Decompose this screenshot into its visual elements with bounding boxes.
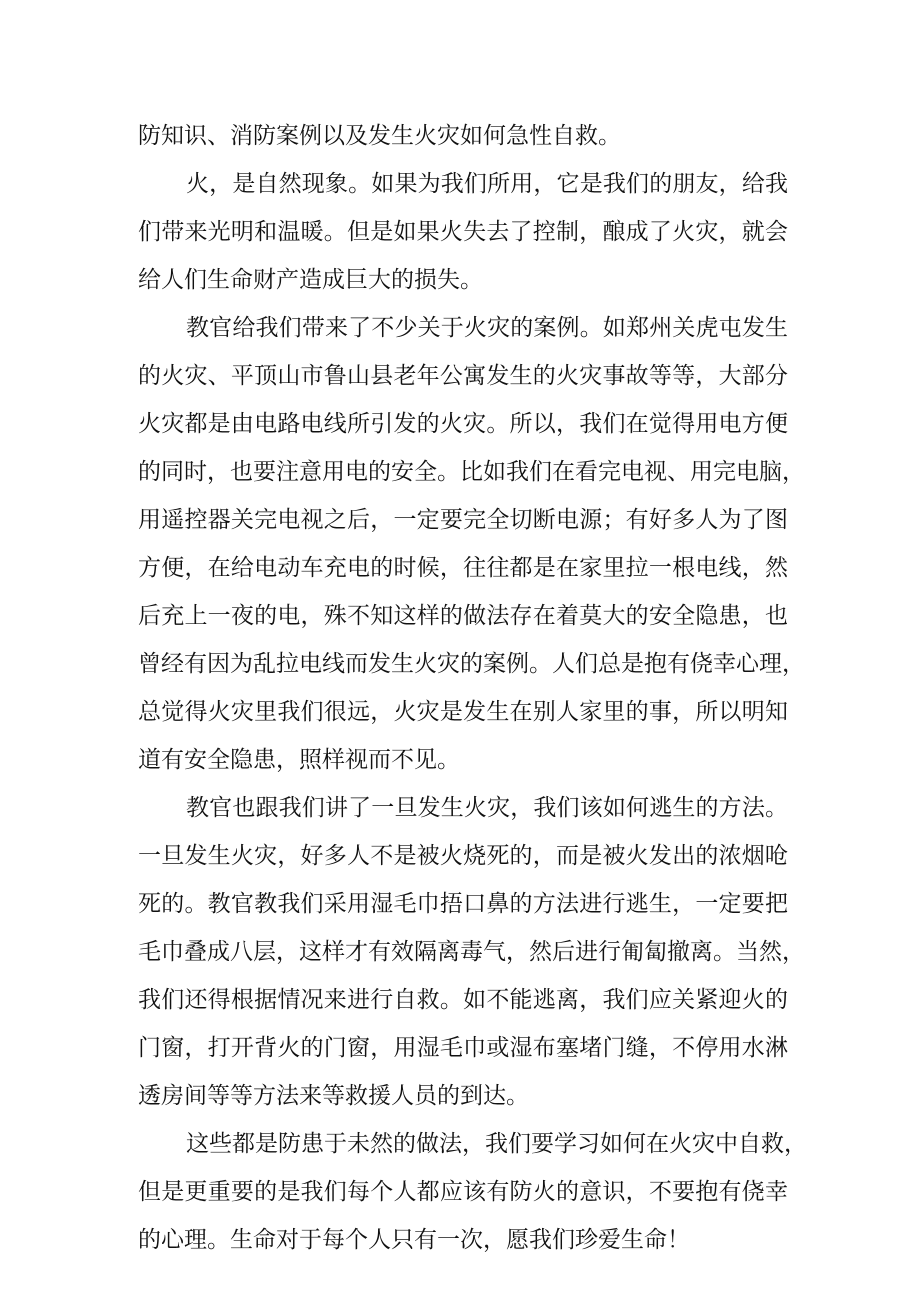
text-line: 方便，在给电动车充电的时候，往往都是在家里拉一根电线，然 <box>138 555 788 581</box>
text-line: 防知识、消防案例以及发生火灾如何急性自救。 <box>138 123 621 149</box>
text-line: 透房间等等方法来等救援人员的到达。 <box>138 1083 529 1109</box>
paragraph-intro-tail <box>138 112 788 160</box>
text-line: 的同时，也要注意用电的安全。比如我们在看完电视、用完电脑， <box>138 459 805 485</box>
text-line: 一旦发生火灾，好多人不是被火烧死的，而是被火发出的浓烟呛 <box>138 843 788 869</box>
text-line: 教官给我们带来了不少关于火灾的案例。如郑州关虎屯发生 <box>186 315 788 341</box>
paragraph-fire-nature <box>138 160 788 304</box>
text-line: 后充上一夜的电，殊不知这样的做法存在着莫大的安全隐患，也 <box>138 603 788 629</box>
text-line: 毛巾叠成八层，这样才有效隔离毒气，然后进行匍匐撤离。当然， <box>138 939 805 965</box>
text-line: 们带来光明和温暖。但是如果火失去了控制，酿成了火灾，就会 <box>138 219 788 245</box>
text-line: 但是更重要的是我们每个人都应该有防火的意识，不要抱有侥幸 <box>138 1179 788 1205</box>
text-line: 教官也跟我们讲了一旦发生火灾，我们该如何逃生的方法。 <box>186 795 788 821</box>
text-line: 总觉得火灾里我们很远，火灾是发生在别人家里的事，所以明知 <box>138 699 788 725</box>
text-line: 这些都是防患于未然的做法，我们要学习如何在火灾中自救， <box>186 1131 807 1157</box>
paragraph-conclusion <box>138 1120 807 1264</box>
text-line: 的心理。生命对于每个人只有一次，愿我们珍爱生命！ <box>138 1227 690 1253</box>
text-line: 曾经有因为乱拉电线而发生火灾的案例。人们总是抱有侥幸心理， <box>138 651 805 677</box>
text-line: 道有安全隐患，照样视而不见。 <box>138 747 460 773</box>
text-line: 死的。教官教我们采用湿毛巾捂口鼻的方法进行逃生，一定要把 <box>138 891 788 917</box>
paragraph-fire-cases <box>138 304 805 784</box>
text-line: 用遥控器关完电视之后，一定要完全切断电源；有好多人为了图 <box>138 507 788 533</box>
text-line: 我们还得根据情况来进行自救。如不能逃离，我们应关紧迎火的 <box>138 987 788 1013</box>
text-line: 的火灾、平顶山市鲁山县老年公寓发生的火灾事故等等，大部分 <box>138 363 788 389</box>
text-line: 门窗，打开背火的门窗，用湿毛巾或湿布塞堵门缝，不停用水淋 <box>138 1035 788 1061</box>
text-line: 火灾都是由电路电线所引发的火灾。所以，我们在觉得用电方便 <box>138 411 788 437</box>
document-body <box>138 112 807 1264</box>
text-line: 给人们生命财产造成巨大的损失。 <box>138 267 483 293</box>
text-line: 火，是自然现象。如果为我们所用，它是我们的朋友，给我 <box>186 171 788 197</box>
paragraph-escape-methods <box>138 784 805 1120</box>
